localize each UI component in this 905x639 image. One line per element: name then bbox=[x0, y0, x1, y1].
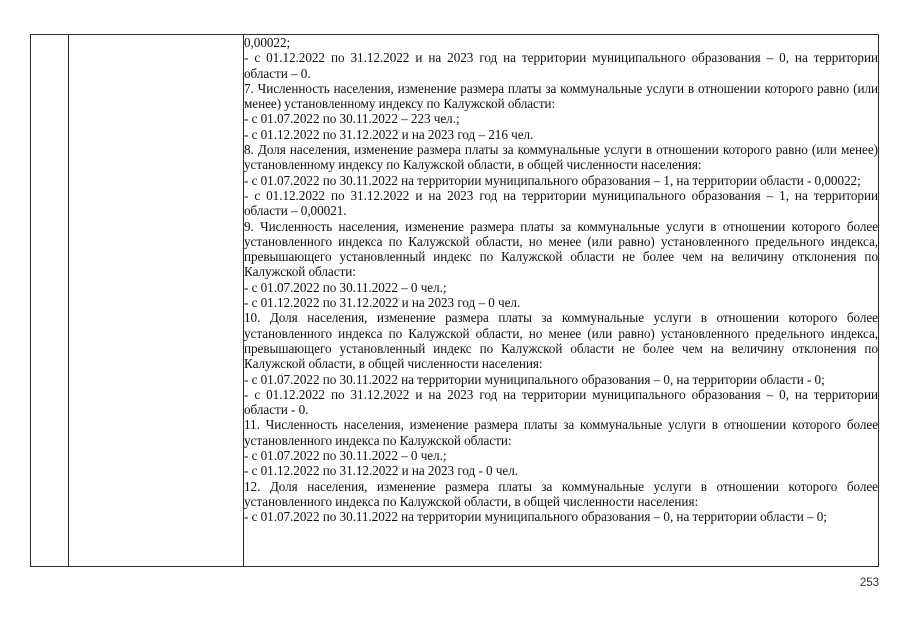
paragraph: - с 01.07.2022 по 30.11.2022 на территории муниципального образования – 1, на территории области - 0,00022; bbox=[244, 172, 861, 188]
page-number: 253 bbox=[859, 577, 879, 589]
paragraph: - с 01.07.2022 по 30.11.2022 на территории муниципального образования – 0, на территории области – 0; bbox=[244, 509, 827, 525]
table-cell-number bbox=[31, 35, 69, 567]
table-cell-name bbox=[69, 35, 244, 567]
paragraph: 12. Доля населения, изменение размера платы за коммунальные услуги в отношении которого более установленного индекса по Калужской области, в общей численности населения: bbox=[244, 478, 878, 509]
paragraph: - с 01.07.2022 по 30.11.2022 – 223 чел.; bbox=[244, 111, 460, 127]
paragraph: 8. Доля населения, изменение размера платы за коммунальные услуги в отношении которого равно (или менее) установленному индексу по Калужской области, в общей численности населения: bbox=[244, 142, 878, 173]
table-cell-content bbox=[244, 35, 879, 567]
paragraph: - с 01.12.2022 по 31.12.2022 и на 2023 год на территории муниципального образования – 0, на территории области - 0. bbox=[244, 386, 878, 418]
paragraph: - с 01.07.2022 по 30.11.2022 на территории муниципального образования – 0, на территории области - 0; bbox=[244, 371, 825, 387]
paragraph: - с 01.12.2022 по 31.12.2022 и на 2023 год на территории муниципального образования – 0, на территории области – 0. bbox=[244, 50, 878, 81]
paragraph: 11. Численность населения, изменение размера платы за коммунальные услуги в отношении которого более установленного индекса по Калужской области: bbox=[244, 417, 878, 448]
paragraph: 10. Доля населения, изменение размера платы за коммунальные услуги в отношении которого более установленного индекса по Калужской области, но менее (или равно) установленного предельного индекса, превышающего установленный индекс по Калужской области не более чем на величину отклонения по Калужской области, в общей численности населения: bbox=[244, 310, 878, 372]
paragraph: - с 01.07.2022 по 30.11.2022 – 0 чел.; bbox=[244, 448, 447, 464]
paragraph: 7. Численность населения, изменение размера платы за коммунальные услуги в отношении которого равно (или менее) установленному индексу по Калужской области: bbox=[244, 80, 878, 112]
paragraph: 0,00022; bbox=[244, 35, 291, 50]
document-table bbox=[30, 34, 879, 567]
paragraph: - с 01.12.2022 по 31.12.2022 и на 2023 год на территории муниципального образования – 1, на территории области – 0,00021. bbox=[244, 187, 878, 219]
paragraph: - с 01.12.2022 по 31.12.2022 и на 2023 год - 0 чел. bbox=[244, 463, 518, 479]
table-row bbox=[31, 35, 879, 567]
paragraph: - с 01.07.2022 по 30.11.2022 – 0 чел.; bbox=[244, 279, 447, 295]
paragraph: - с 01.12.2022 по 31.12.2022 и на 2023 год – 0 чел. bbox=[244, 295, 521, 311]
content-text bbox=[244, 35, 878, 525]
paragraph: - с 01.12.2022 по 31.12.2022 и на 2023 год – 216 чел. bbox=[244, 126, 534, 142]
paragraph: 9. Численность населения, изменение размера платы за коммунальные услуги в отношении которого более установленного индекса по Калужской области, но менее (или равно) установленного предельного индекса, превышающего установленный индекс по Калужской области не более чем на величину отклонения по Калужской области: bbox=[244, 218, 878, 280]
